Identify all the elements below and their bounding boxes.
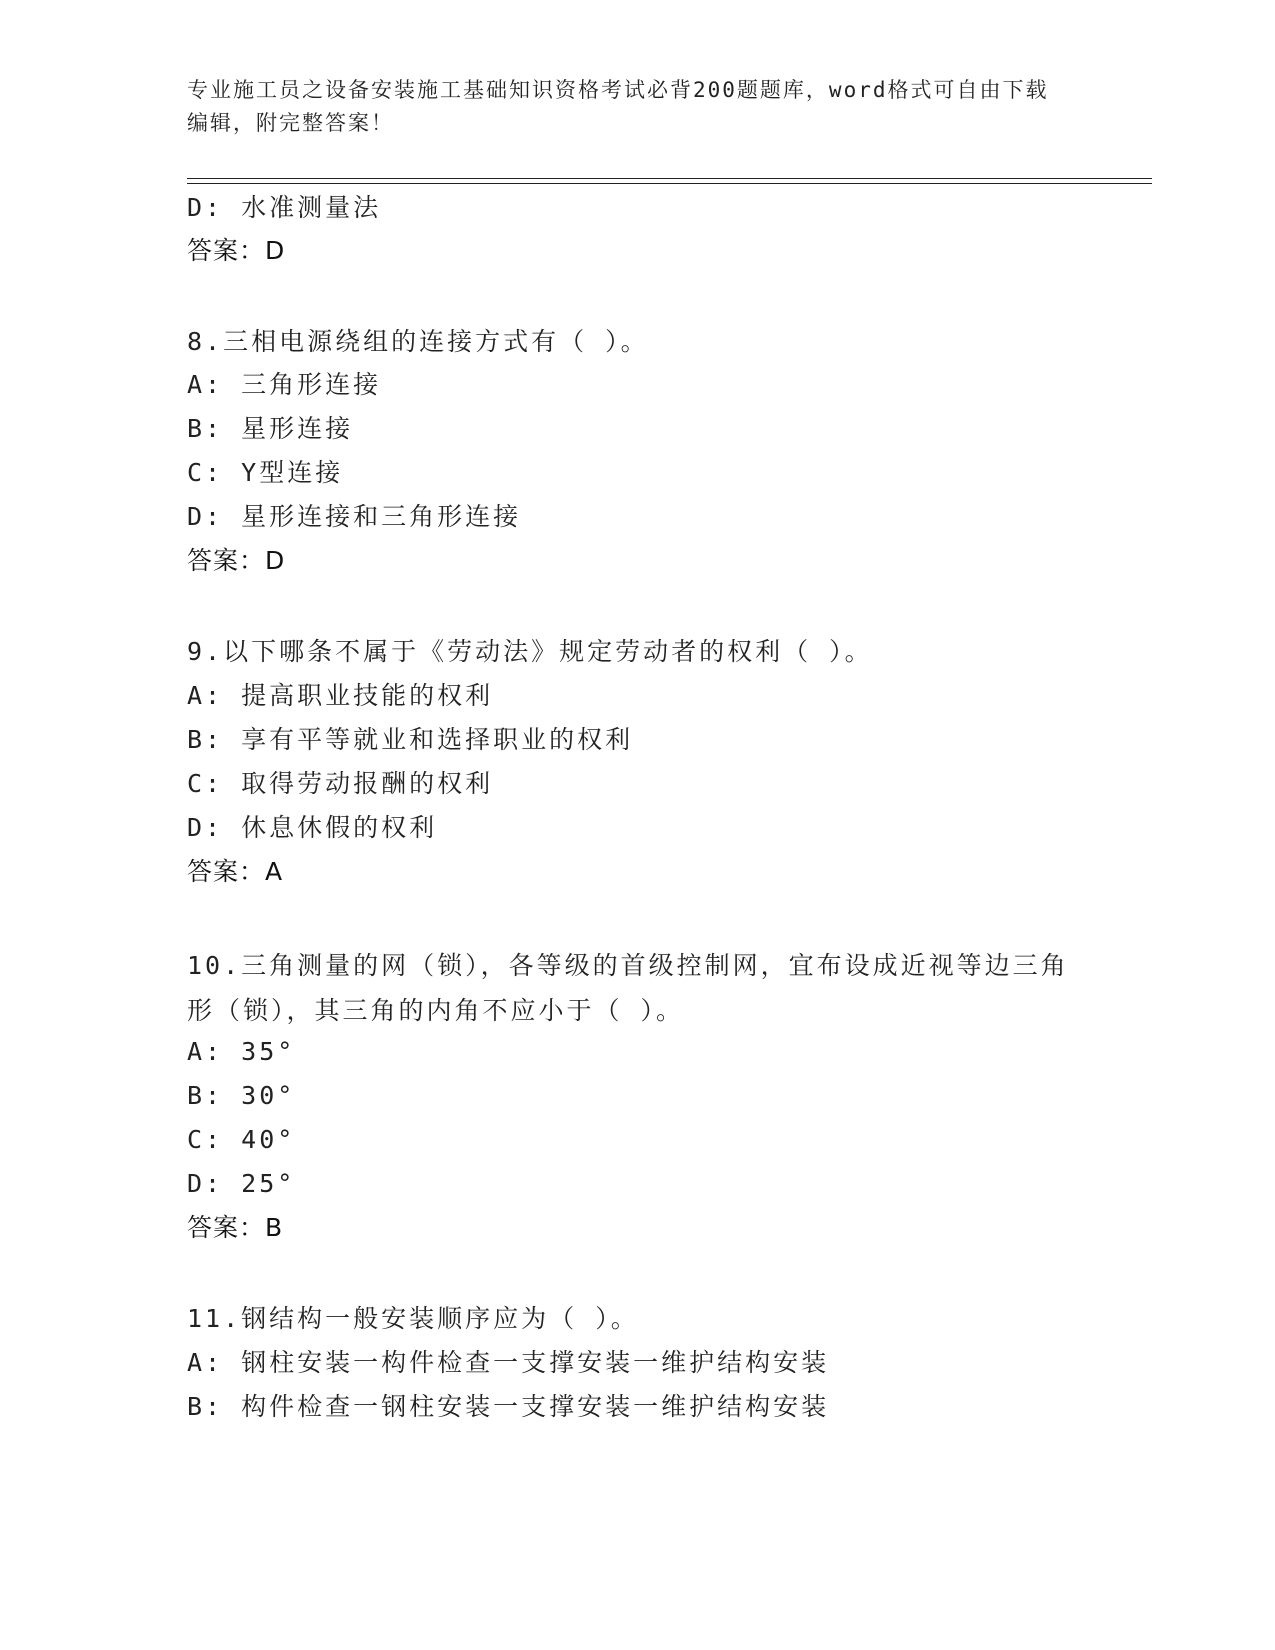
header-divider-bottom xyxy=(187,183,1152,184)
question-9-stem: 9.以下哪条不属于《劳动法》规定劳动者的权利（ ）。 xyxy=(187,637,873,666)
document-header: 专业施工员之设备安装施工基础知识资格考试必背200题题库，word格式可自由下载编辑，附完整答案！ xyxy=(187,78,1049,135)
question-11-option-b: B: 构件检查一钢柱安装一支撑安装一维护结构安装 xyxy=(187,1392,830,1421)
question-11-stem: 11.钢结构一般安装顺序应为（ ）。 xyxy=(187,1304,639,1333)
answer-line: 答案：D xyxy=(187,236,286,265)
question-10-option-c: C: 40° xyxy=(187,1125,296,1154)
question-11-option-a: A: 钢柱安装一构件检查一支撑安装一维护结构安装 xyxy=(187,1348,830,1377)
question-8-option-a: A: 三角形连接 xyxy=(187,370,382,399)
question-8-stem: 8.三相电源绕组的连接方式有（ ）。 xyxy=(187,327,649,356)
question-9-answer: 答案：A xyxy=(187,857,284,886)
question-10-answer: 答案：B xyxy=(187,1213,284,1242)
question-10-option-a: A: 35° xyxy=(187,1037,296,1066)
question-10-option-b: B: 30° xyxy=(187,1081,296,1110)
question-8-option-c: C: Y型连接 xyxy=(187,458,344,487)
question-8-option-d: D: 星形连接和三角形连接 xyxy=(187,502,522,531)
question-9-option-d: D: 休息休假的权利 xyxy=(187,813,438,842)
question-8-option-b: B: 星形连接 xyxy=(187,414,354,443)
question-10-option-d: D: 25° xyxy=(187,1169,296,1198)
question-10-stem: 10.三角测量的网（锁），各等级的首级控制网，宜布设成近视等边三角形（锁），其三角的内角不应小于（ ）。 xyxy=(187,951,1069,1025)
question-9-option-c: C: 取得劳动报酬的权利 xyxy=(187,769,494,798)
question-8-answer: 答案：D xyxy=(187,546,286,575)
option-d: D: 水准测量法 xyxy=(187,193,382,222)
question-9-option-b: B: 享有平等就业和选择职业的权利 xyxy=(187,725,634,754)
question-9-option-a: A: 提高职业技能的权利 xyxy=(187,681,494,710)
header-divider-top xyxy=(187,178,1152,179)
